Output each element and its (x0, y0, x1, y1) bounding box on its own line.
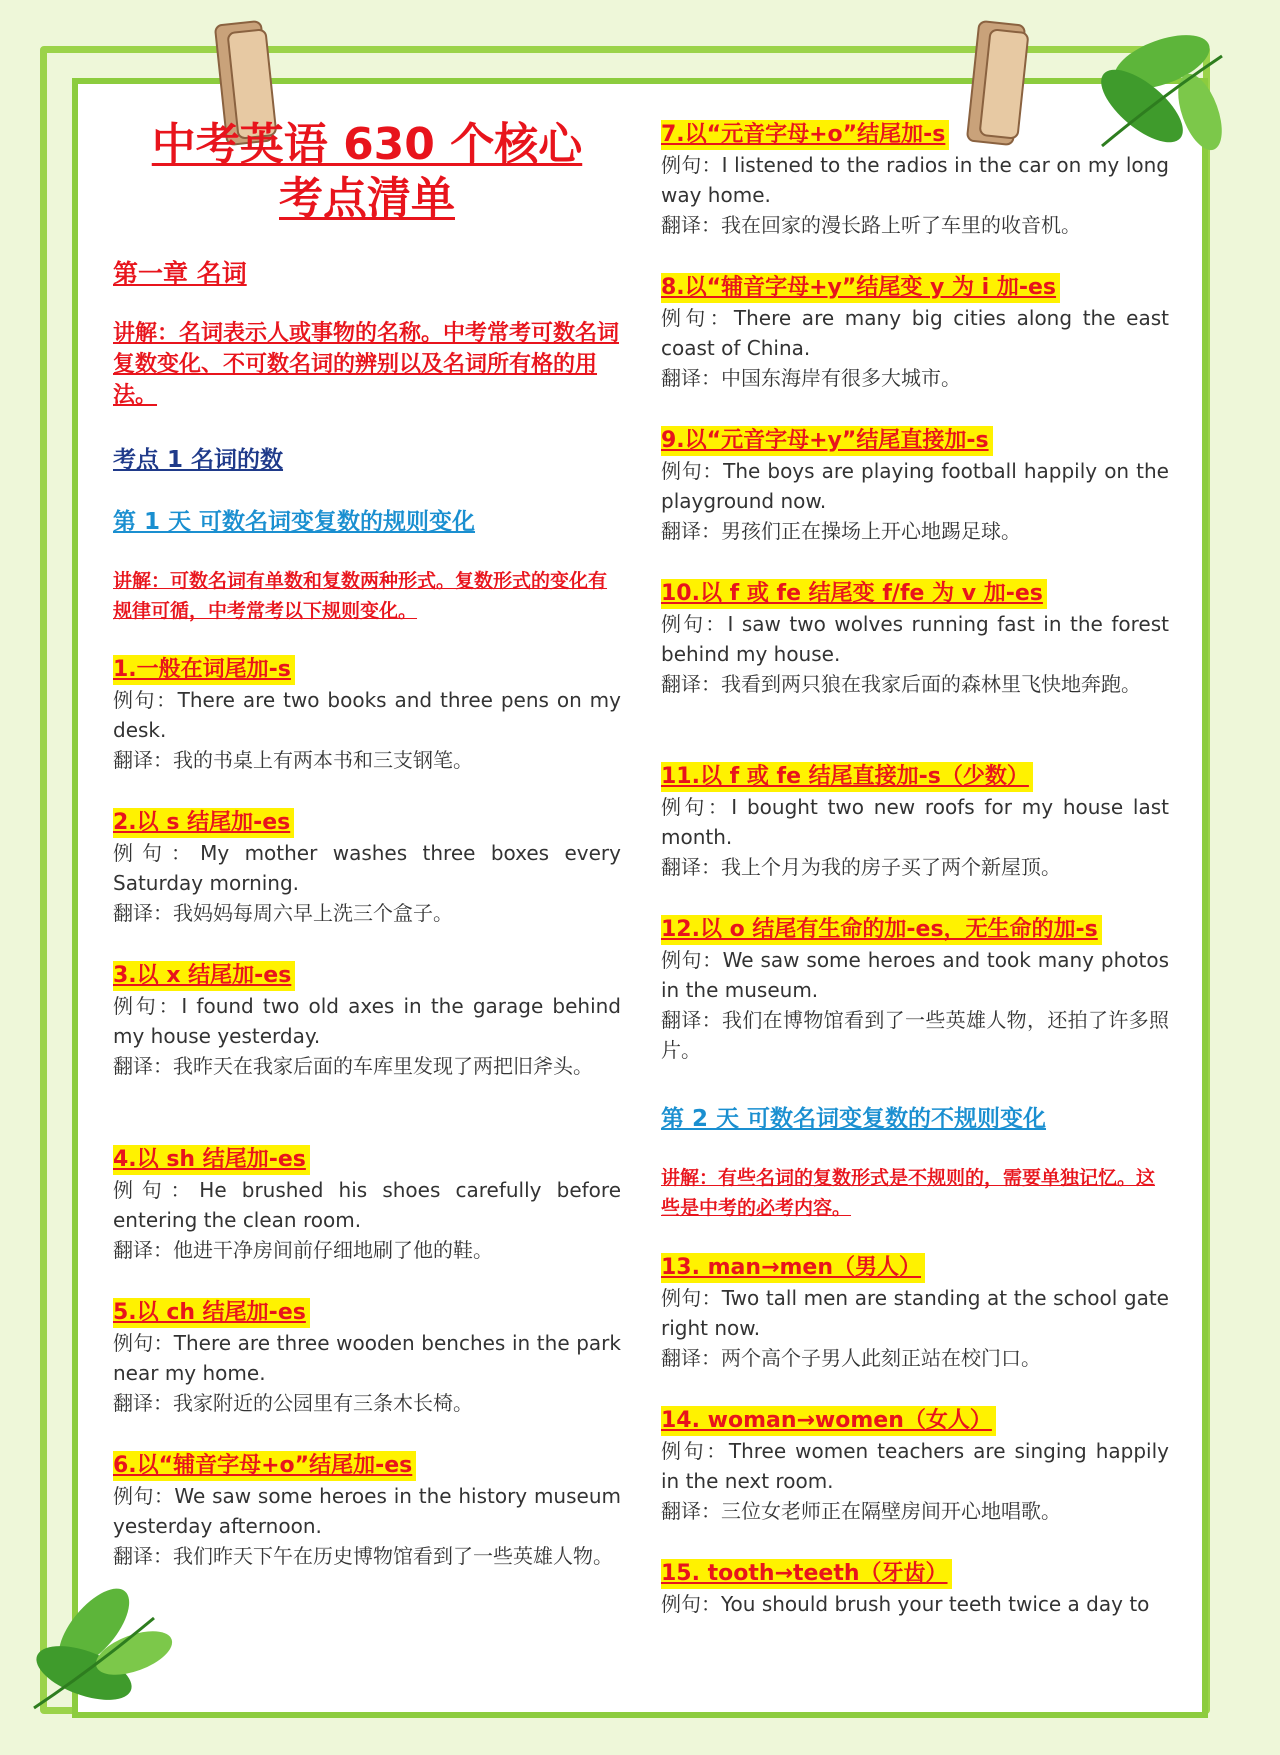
chapter-heading: 第一章 名词 (113, 259, 247, 288)
rule-heading: 15. tooth→teeth（牙齿） (661, 1559, 952, 1589)
rule-example: 例句：The boys are playing football happily on the playground now. (661, 459, 1169, 513)
rule-heading: 9.以“元音字母+y”结尾直接加-s (661, 426, 993, 456)
rule-block-4 (113, 1145, 621, 1265)
rule-translation: 翻译：我们在博物馆看到了一些英雄人物，还拍了许多照片。 (661, 1008, 1169, 1062)
rule-translation: 翻译：他进干净房间前仔细地刷了他的鞋。 (113, 1238, 493, 1262)
page-title (113, 118, 621, 226)
rule-heading: 13. man→men（男人） (661, 1253, 925, 1283)
rule-heading: 12.以 o 结尾有生命的加-es，无生命的加-s (661, 915, 1102, 945)
rule-block-8 (661, 273, 1169, 393)
rule-heading: 2.以 s 结尾加-es (113, 808, 294, 838)
rule-example: 例句：There are many big cities along the east coast of China. (661, 306, 1169, 360)
rule-block-9 (661, 426, 1169, 546)
rule-example: 例句：I found two old axes in the garage behind my house yesterday. (113, 994, 621, 1048)
rule-translation: 翻译：两个高个子男人此刻正站在校门口。 (661, 1346, 1041, 1370)
rule-heading: 5.以 ch 结尾加-es (113, 1298, 310, 1328)
rule-translation: 翻译：男孩们正在操场上开心地踢足球。 (661, 519, 1021, 543)
leaf-bottom-left-icon (24, 1578, 174, 1718)
day2-explain: 讲解：有些名词的复数形式是不规则的，需要单独记忆。这些是中考的必考内容。 (661, 1167, 1156, 1219)
rule-heading: 11.以 f 或 fe 结尾直接加-s（少数） (661, 762, 1033, 792)
kaodian-heading: 考点 1 名词的数 (113, 447, 284, 473)
rule-heading: 6.以“辅音字母+o”结尾加-es (113, 1451, 416, 1481)
rule-heading: 10.以 f 或 fe 结尾变 f/fe 为 v 加-es (661, 579, 1047, 609)
rule-block-1 (113, 655, 621, 775)
rule-example: 例句：Two tall men are standing at the school gate right now. (661, 1286, 1169, 1340)
rule-translation: 翻译：我昨天在我家后面的车库里发现了两把旧斧头。 (113, 1054, 593, 1078)
rule-heading: 1.一般在词尾加-s (113, 655, 295, 685)
rule-translation: 翻译：中国东海岸有很多大城市。 (661, 366, 961, 390)
rule-translation: 翻译：我妈妈每周六早上洗三个盒子。 (113, 901, 453, 925)
rule-heading: 3.以 x 结尾加-es (113, 961, 295, 991)
title-line-1: 中考英语 630 个核心 (151, 119, 583, 170)
rule-example: 例句：We saw some heroes and took many photos in the museum. (661, 948, 1169, 1002)
rule-translation: 翻译：我上个月为我的房子买了两个新屋顶。 (661, 855, 1061, 879)
rule-translation: 翻译：我的书桌上有两本书和三支钢笔。 (113, 748, 473, 772)
rule-translation: 翻译：我看到两只狼在我家后面的森林里飞快地奔跑。 (661, 672, 1141, 696)
rule-translation: 翻译：我在回家的漫长路上听了车里的收音机。 (661, 213, 1081, 237)
rule-block-11 (661, 762, 1169, 882)
rule-example: 例句：There are three wooden benches in the park near my home. (113, 1331, 621, 1385)
irregular-block-13 (661, 1253, 1169, 1373)
rule-example: 例句：My mother washes three boxes every Saturday morning. (113, 841, 621, 895)
rule-example: 例句：Three women teachers are singing happily in the next room. (661, 1439, 1169, 1493)
rule-example: 例句：We saw some heroes in the history museum yesterday afternoon. (113, 1484, 621, 1538)
rule-translation: 翻译：我家附近的公园里有三条木长椅。 (113, 1391, 473, 1415)
irregular-block-15 (661, 1559, 1169, 1619)
rule-block-2 (113, 808, 621, 928)
rule-heading: 7.以“元音字母+o”结尾加-s (661, 120, 949, 150)
rule-heading: 4.以 sh 结尾加-es (113, 1145, 310, 1175)
chapter-explain: 讲解：名词表示人或事物的名称。中考常考可数名词复数变化、不可数名词的辨别以及名词所有格的用法。 (113, 321, 620, 408)
rule-block-12 (661, 915, 1169, 1065)
day2-heading: 第 2 天 可数名词变复数的不规则变化 (661, 1106, 1047, 1132)
title-line-2: 考点清单 (279, 173, 455, 224)
rule-heading: 8.以“辅音字母+y”结尾变 y 为 i 加-es (661, 273, 1060, 303)
rule-example: 例句：I listened to the radios in the car on my long way home. (661, 153, 1169, 207)
rule-block-5 (113, 1298, 621, 1418)
day1-explain: 讲解：可数名词有单数和复数两种形式。复数形式的变化有规律可循，中考常考以下规则变化。 (113, 570, 608, 622)
rule-block-10 (661, 579, 1169, 699)
day1-heading: 第 1 天 可数名词变复数的规则变化 (113, 509, 476, 535)
rule-block-3 (113, 961, 621, 1081)
rule-example: 例句：I bought two new roofs for my house last month. (661, 795, 1169, 849)
rule-example: 例句：He brushed his shoes carefully before entering the clean room. (113, 1178, 621, 1232)
rule-block-6 (113, 1451, 621, 1571)
rule-example: 例句：There are two books and three pens on my desk. (113, 688, 621, 742)
rule-example: 例句：You should brush your teeth twice a day to (661, 1592, 1150, 1616)
rule-translation: 翻译：三位女老师正在隔壁房间开心地唱歌。 (661, 1499, 1061, 1523)
rule-translation: 翻译：我们昨天下午在历史博物馆看到了一些英雄人物。 (113, 1544, 613, 1568)
irregular-block-14 (661, 1406, 1169, 1526)
rule-block-7 (661, 120, 1169, 240)
rule-heading: 14. woman→women（女人） (661, 1406, 996, 1436)
rule-example: 例句：I saw two wolves running fast in the forest behind my house. (661, 612, 1169, 666)
